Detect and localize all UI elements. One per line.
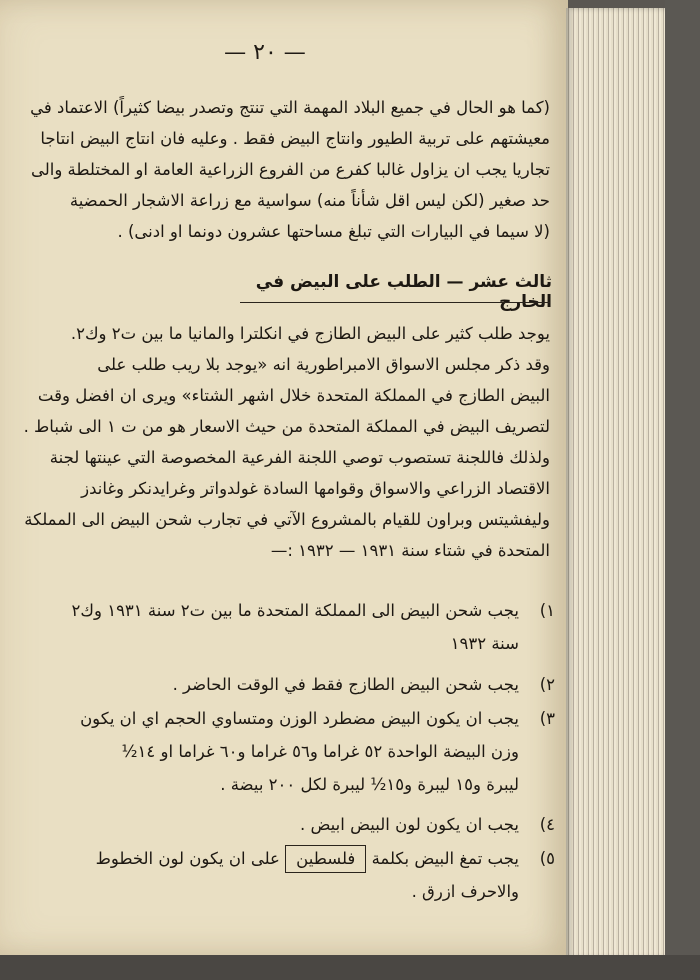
boxed-word: فلسطين bbox=[285, 845, 366, 873]
list-text: يجب تمغ البيض بكلمة bbox=[371, 849, 519, 868]
list-number: ١) bbox=[539, 601, 555, 620]
page-number: — ٢٠ — bbox=[224, 40, 306, 65]
text-line: تجاريا يجب ان يزاول غالبا كفرع من الفروع الزراعية العامة او المختلطة والى bbox=[30, 160, 550, 179]
list-text: يجب ان يكون البيض مضطرد الوزن ومتساوي الحجم اي ان يكون bbox=[80, 709, 519, 728]
page-edges bbox=[566, 8, 666, 958]
text-line: ولذلك فاللجنة تستصوب توصي اللجنة الفرعية المخصوصة التي عينتها لجنة bbox=[49, 448, 550, 467]
list-text: ليبرة و١٥ ليبرة و١٥½ ليبرة لكل ٢٠٠ بيضة . bbox=[220, 775, 519, 794]
list-item-3 bbox=[20, 702, 555, 801]
text-line: البيض الطازج في المملكة المتحدة خلال اشهر الشتاء» ويرى ان افضل وقت bbox=[37, 386, 550, 405]
scan-background bbox=[0, 955, 700, 980]
list-item-4 bbox=[20, 808, 555, 841]
list-number: ٥) bbox=[539, 849, 555, 868]
list-text: يجب شحن البيض الطازج فقط في الوقت الحاضر . bbox=[172, 675, 519, 694]
list-text: سنة ١٩٣٢ bbox=[450, 634, 519, 653]
section-heading: ثالث عشر — الطلب على البيض في الخارج bbox=[255, 272, 552, 312]
list-item-5 bbox=[20, 842, 555, 908]
list-text: وزن البيضة الواحدة ٥٢ غراما و٥٦ غراما و٦٠ غراما او ١٤½ bbox=[121, 742, 519, 761]
list-text: يجب ان يكون لون البيض ابيض . bbox=[299, 815, 519, 834]
text-line: (لا سيما في البيارات التي تبلغ مساحتها عشرون دونما او ادنى) . bbox=[117, 222, 550, 241]
list-number: ٢) bbox=[539, 675, 555, 694]
list-item-1 bbox=[20, 594, 555, 660]
heading-underline bbox=[240, 302, 550, 303]
text-line: (كما هو الحال في جميع البلاد المهمة التي تنتج وتصدر بيضا كثيراً) الاعتماد في bbox=[30, 98, 550, 117]
list-text: يجب شحن البيض الى المملكة المتحدة ما بين ت٢ سنة ١٩٣١ وك٢ bbox=[71, 601, 519, 620]
text-line: حد صغير (لكن ليس اقل شأناً منه) سواسية مع زراعة الاشجار الحمضية bbox=[69, 191, 550, 210]
text-line: يوجد طلب كثير على البيض الطازج في انكلترا والمانيا ما بين ت٢ وك٢. bbox=[70, 324, 550, 343]
text-line: لتصريف البيض في المملكة المتحدة من حيث الاسعار هو من ت ١ الى شباط . bbox=[23, 417, 550, 436]
list-text: على ان يكون لون الخطوط bbox=[95, 849, 280, 868]
book-cover bbox=[665, 0, 700, 980]
text-line: وليفشيتس وبراون للقيام بالمشروع الآتي في تجارب شحن البيض الى المملكة bbox=[24, 510, 550, 529]
text-line: الاقتصاد الزراعي والاسواق وقوامها السادة غولدواتر وغرايدنكر وغاندز bbox=[81, 479, 550, 498]
text-line: وقد ذكر مجلس الاسواق الامبراطورية انه «يوجد بلا ريب طلب على bbox=[97, 355, 550, 374]
paragraph-intro bbox=[20, 92, 550, 247]
list-item-2 bbox=[20, 668, 555, 701]
text-line: معيشتهم على تربية الطيور وانتاج البيض فقط . وعليه فان انتاج البيض انتاجا bbox=[40, 129, 550, 148]
text-line: المتحدة في شتاء سنة ١٩٣١ — ١٩٣٢ :— bbox=[270, 541, 550, 560]
list-number: ٤) bbox=[539, 815, 555, 834]
list-text: والاحرف ازرق . bbox=[411, 882, 519, 901]
list-number: ٣) bbox=[539, 709, 555, 728]
paragraph-demand bbox=[20, 318, 550, 566]
